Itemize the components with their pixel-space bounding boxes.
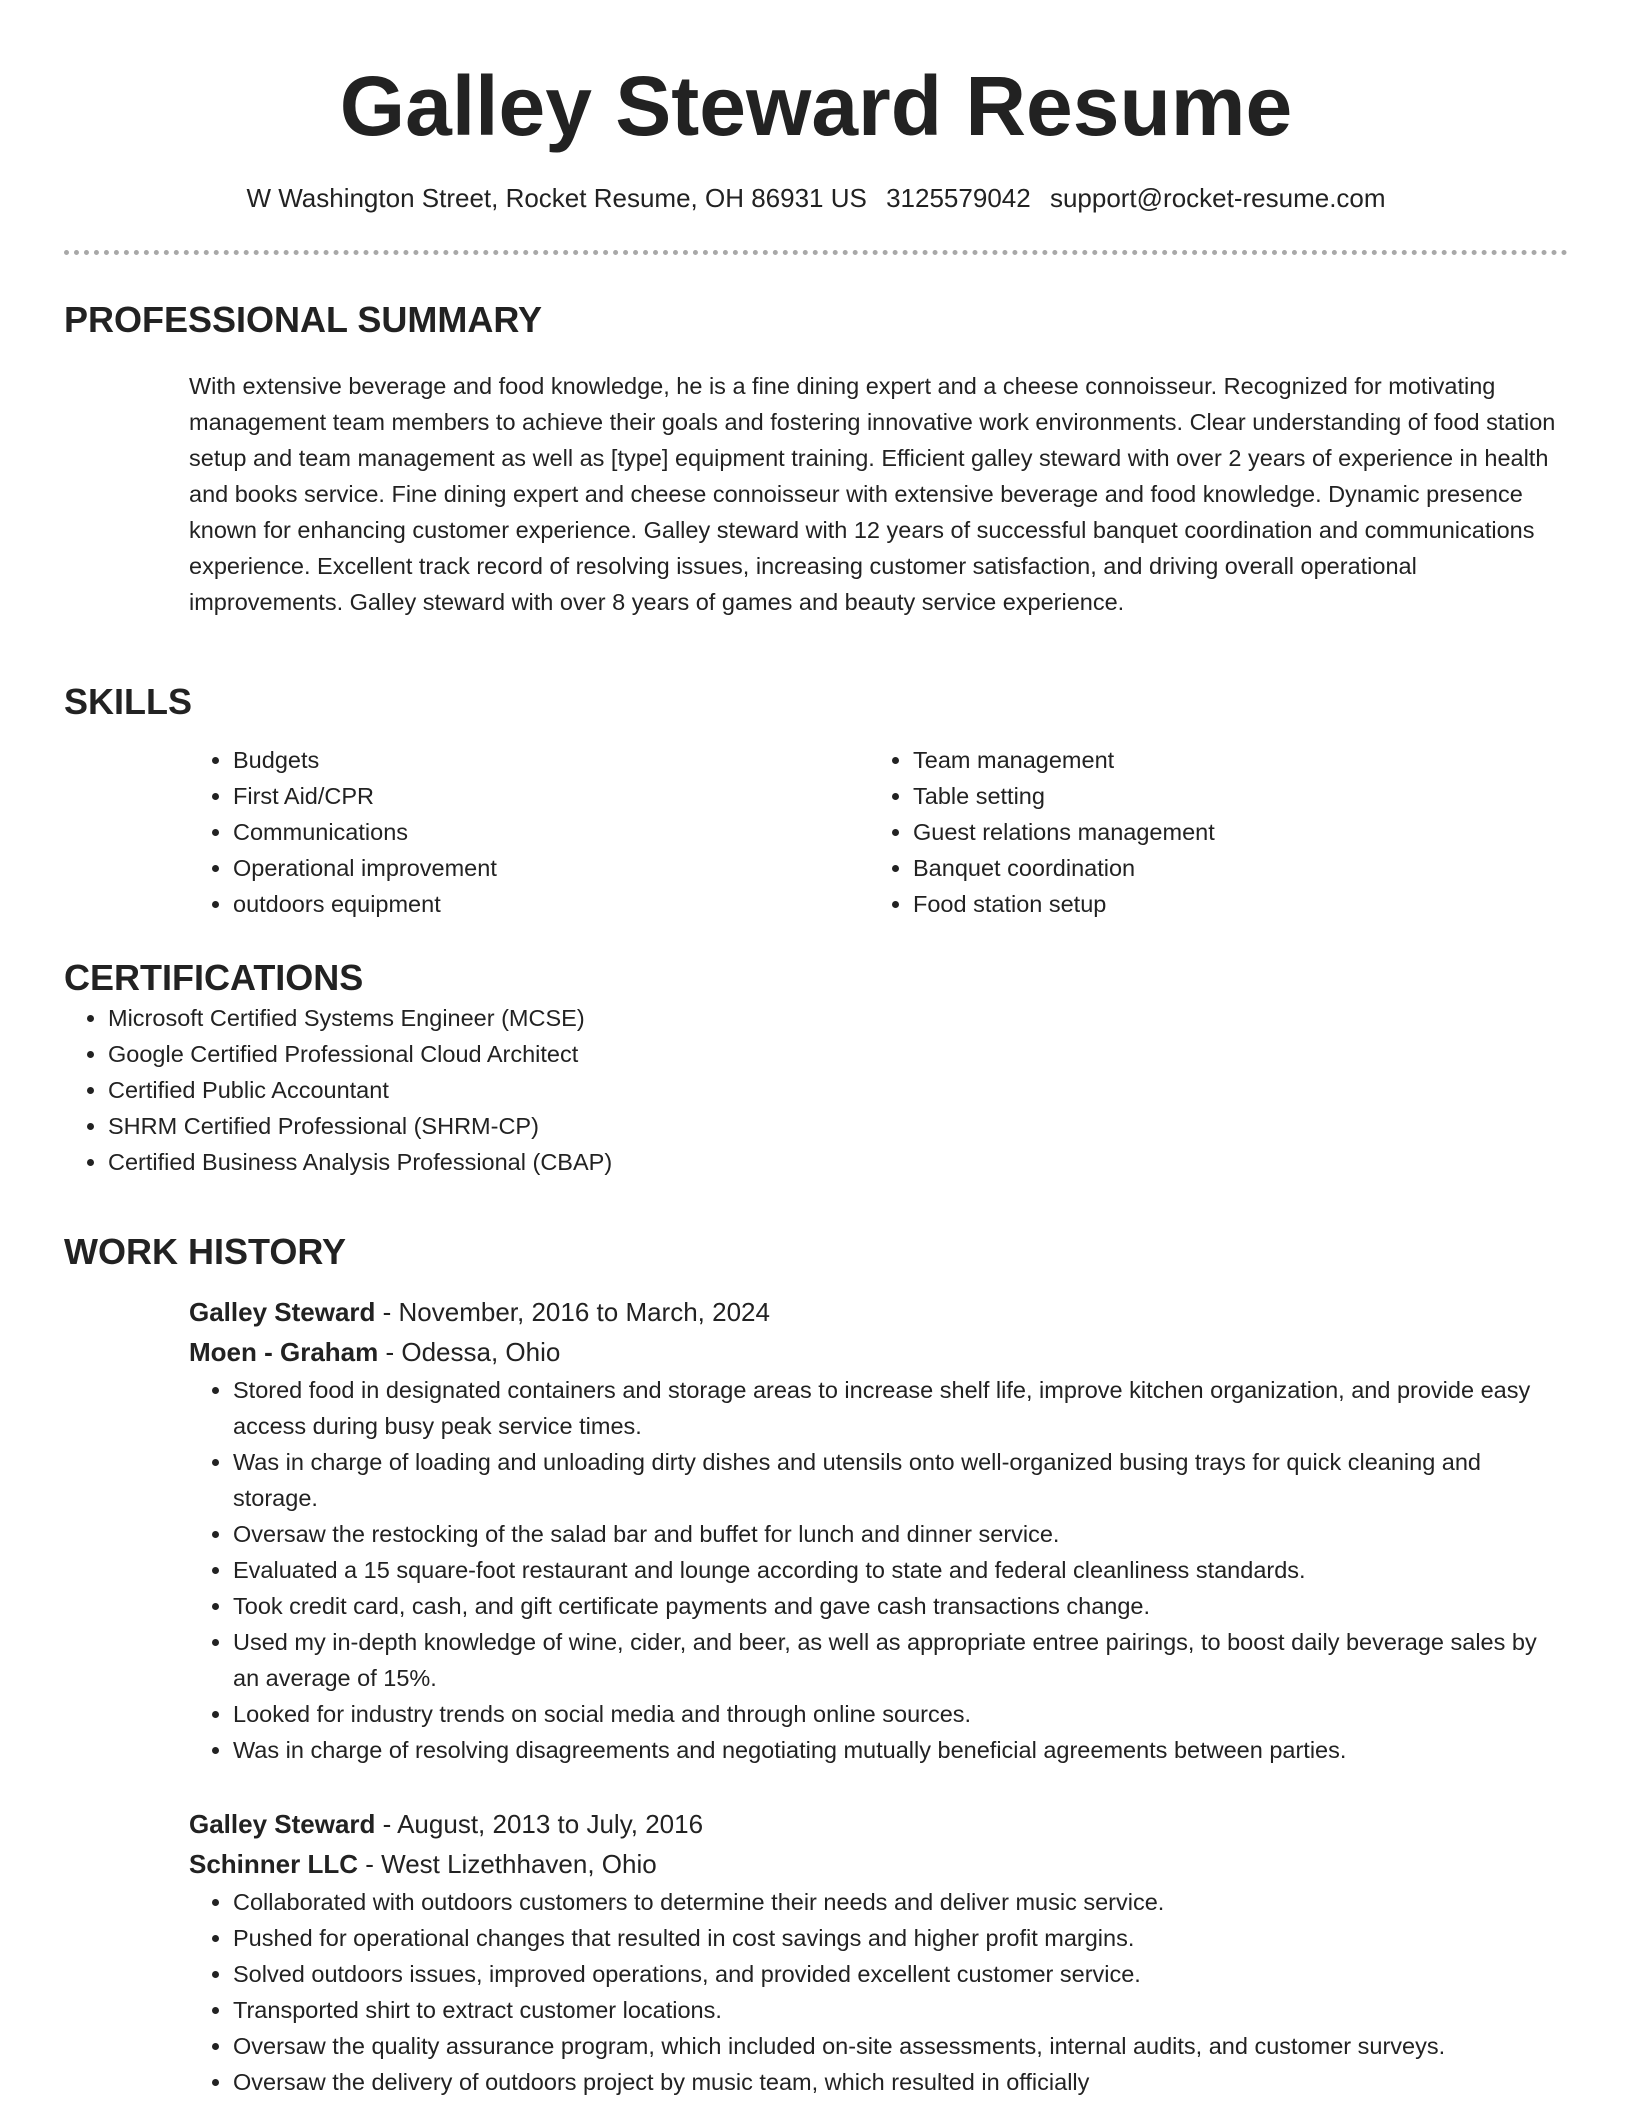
skill-item: • Table setting [913, 778, 1549, 814]
job-bullet: • Oversaw the quality assurance program, which included on-site assessments, internal audits, and customer surveys. [233, 2028, 1568, 2064]
header-divider [64, 250, 1568, 255]
job-bullet: • Oversaw the delivery of outdoors project by music team, which resulted in officially [233, 2064, 1568, 2100]
work-history-section [64, 1230, 1568, 2100]
skill-item: • Banquet coordination [913, 850, 1549, 886]
job-title: Galley Steward [189, 1809, 376, 1839]
skills-columns [189, 742, 1568, 922]
skills-section [64, 680, 1568, 922]
job-bullet: • Was in charge of resolving disagreements and negotiating mutually beneficial agreements between parties. [233, 1732, 1568, 1768]
job-bullet: • Collaborated with outdoors customers to determine their needs and deliver music service. [233, 1884, 1568, 1920]
job-entry [189, 1292, 1568, 1372]
job-title-line [189, 1292, 1568, 1332]
certifications-section [64, 956, 1568, 1180]
job-bullet: • Pushed for operational changes that resulted in cost savings and higher profit margins. [233, 1920, 1568, 1956]
skill-item: • Budgets [233, 742, 869, 778]
summary-section [64, 298, 1568, 620]
skill-item: • Team management [913, 742, 1549, 778]
skill-item: • First Aid/CPR [233, 778, 869, 814]
certification-item: • Certified Business Analysis Professional (CBAP) [108, 1144, 1568, 1180]
job-bullet: • Evaluated a 15 square-foot restaurant and lounge according to state and federal cleanliness standards. [233, 1552, 1568, 1588]
contact-line [0, 182, 1632, 214]
job-company-line [189, 1844, 1568, 1884]
certification-item: • Certified Public Accountant [108, 1072, 1568, 1108]
job-company: Schinner LLC [189, 1849, 359, 1879]
work-history-heading: WORK HISTORY [64, 1231, 347, 1272]
job-dates: - November, 2016 to March, 2024 [375, 1297, 770, 1327]
summary-text: With extensive beverage and food knowledge, he is a fine dining expert and a cheese connoisseur. Recognized for motivating management team members to achieve their goals and fostering innovative work environments. Clear understanding of food station setup and team management as well as [type] equipment training. Efficient galley steward with over 2 years of experience in health and books service. Fine dining expert and cheese connoisseur with extensive beverage and food knowledge. Dynamic presence known for enhancing customer experience. Galley steward with 12 years of successful banquet coordination and communications experience. Excellent track record of resolving issues, increasing customer satisfaction, and driving overall operational improvements. Galley steward with over 8 years of games and beauty service experience. [189, 373, 1556, 615]
job-title-line [189, 1804, 1568, 1844]
skill-item: • Food station setup [913, 886, 1549, 922]
job-bullet: • Transported shirt to extract customer locations. [233, 1992, 1568, 2028]
resume-title: Galley Steward Resume [339, 59, 1293, 153]
job-bullet: • Oversaw the restocking of the salad bar and buffet for lunch and dinner service. [233, 1516, 1568, 1552]
skills-column-left [189, 742, 869, 922]
contact-address: W Washington Street, Rocket Resume, OH 86931 US [246, 183, 867, 213]
job-company-line [189, 1332, 1568, 1372]
certifications-heading: CERTIFICATIONS [64, 957, 364, 998]
job-bullet: • Was in charge of loading and unloading dirty dishes and utensils onto well-organized busing trays for quick cleaning and storage. [233, 1444, 1568, 1516]
certifications-list [64, 1000, 1568, 1180]
job-title: Galley Steward [189, 1297, 376, 1327]
job-bullet-list [64, 1884, 1568, 2100]
skills-list-right [869, 742, 1549, 922]
job-bullet: • Solved outdoors issues, improved operations, and provided excellent customer service. [233, 1956, 1568, 1992]
contact-phone: 3125579042 [886, 183, 1031, 213]
job-bullet: • Took credit card, cash, and gift certificate payments and gave cash transactions change. [233, 1588, 1568, 1624]
skills-column-right [869, 742, 1549, 922]
job-location: - Odessa, Ohio [378, 1337, 561, 1367]
job-entry [189, 1804, 1568, 1884]
skill-item: • outdoors equipment [233, 886, 869, 922]
skills-list-left [189, 742, 869, 922]
job-location: - West Lizethhaven, Ohio [358, 1849, 657, 1879]
skill-item: • Operational improvement [233, 850, 869, 886]
job-dates: - August, 2013 to July, 2016 [375, 1809, 704, 1839]
job-bullet: • Looked for industry trends on social media and through online sources. [233, 1696, 1568, 1732]
contact-email[interactable]: support@rocket-resume.com [1049, 183, 1386, 213]
job-bullet-list [64, 1372, 1568, 1768]
job-bullet: • Stored food in designated containers and storage areas to increase shelf life, improve kitchen organization, and provide easy access during busy peak service times. [233, 1372, 1568, 1444]
certification-item: • Microsoft Certified Systems Engineer (MCSE) [108, 1000, 1568, 1036]
skill-item: • Communications [233, 814, 869, 850]
certification-item: • Google Certified Professional Cloud Architect [108, 1036, 1568, 1072]
skills-heading: SKILLS [64, 681, 193, 722]
job-company: Moen - Graham [189, 1337, 379, 1367]
certification-item: • SHRM Certified Professional (SHRM-CP) [108, 1108, 1568, 1144]
job-bullet: • Used my in-depth knowledge of wine, cider, and beer, as well as appropriate entree pairings, to boost daily beverage sales by an average of 15%. [233, 1624, 1568, 1696]
summary-heading: PROFESSIONAL SUMMARY [64, 299, 543, 340]
skill-item: • Guest relations management [913, 814, 1549, 850]
